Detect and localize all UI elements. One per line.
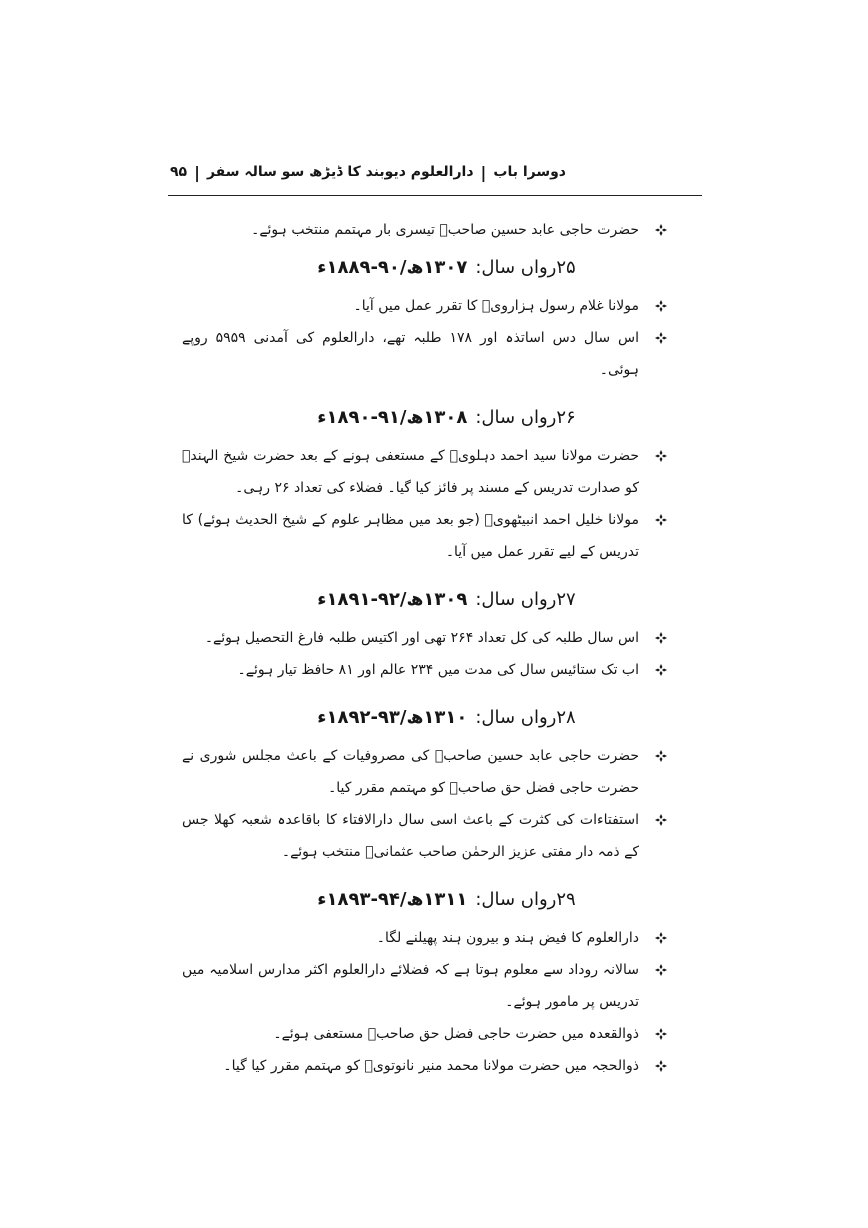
diamond-bullet-icon (647, 214, 675, 246)
year-label: ۲۵رواں سال: (475, 257, 576, 278)
list-item (182, 622, 675, 654)
year-section-29 (182, 882, 675, 1082)
year-dates: ۱۳۰۸ھ/۹۱-۱۸۹۰ء (317, 407, 468, 428)
year-dates: ۱۳۰۷ھ/۹۰-۱۸۸۹ء (317, 257, 468, 278)
page-number: ۹۵ (170, 164, 188, 180)
diamond-bullet-icon (647, 654, 675, 686)
list-item (182, 1050, 675, 1082)
year-label: ۲۸رواں سال: (475, 707, 576, 728)
diamond-bullet-icon (647, 954, 675, 986)
chapter-label: دوسرا باب (493, 164, 566, 180)
diamond-bullet-icon (647, 804, 675, 836)
year-label: ۲۶رواں سال: (475, 407, 576, 428)
item-text: استفتاءات کی کثرت کے باعث اسی سال دارالافتاء کا باقاعدہ شعبہ کھلا جس کے ذمہ دار مفتی عزیز الرحمٰن صاحب عثمانیؒ منتخب ہوئے۔ (182, 812, 639, 860)
year-dates: ۱۳۱۱ھ/۹۴-۱۸۹۳ء (317, 889, 468, 910)
year-dates: ۱۳۱۰ھ/۹۳-۱۸۹۲ء (317, 707, 468, 728)
item-text: سالانہ روداد سے معلوم ہوتا ہے کہ فضلائے دارالعلوم اکثر مدارس اسلامیہ میں تدریس پر مامور ہوئے۔ (182, 962, 639, 1010)
item-text: مولانا غلام رسول ہزارویؒ کا تقرر عمل میں آیا۔ (353, 298, 639, 314)
list-item (182, 740, 675, 804)
diamond-bullet-icon (647, 1018, 675, 1050)
item-text: حضرت حاجی عابد حسین صاحبؒ کی مصروفیات کے باعث مجلس شوری نے حضرت حاجی فضل حق صاحبؒ کو مہتمم مقرر کیا۔ (182, 748, 639, 796)
list-item (182, 322, 675, 386)
diamond-bullet-icon (647, 1050, 675, 1082)
item-text: حضرت مولانا سید احمد دہلویؒ کے مستعفی ہونے کے بعد حضرت شیخ الہندؒ کو صدارت تدریس کے مسند پر فائز کیا گیا۔ فضلاء کی تعداد ۲۶ رہی۔ (182, 448, 639, 496)
year-label: ۲۷رواں سال: (475, 589, 576, 610)
list-item (182, 504, 675, 568)
diamond-bullet-icon (647, 322, 675, 354)
item-text: دارالعلوم کا فیض ہند و بیرون ہند پھیلنے لگا۔ (376, 930, 639, 946)
item-text: اس سال طلبہ کی کل تعداد ۲۶۴ تھی اور اکتیس طلبہ فارغ التحصیل ہوئے۔ (204, 630, 639, 646)
list-item (182, 290, 675, 322)
list-item (182, 804, 675, 868)
book-title: دارالعلوم دیوبند کا ڈیڑھ سو سالہ سفر (206, 164, 474, 180)
year-section-27 (182, 582, 675, 686)
diamond-bullet-icon (647, 622, 675, 654)
diamond-bullet-icon (647, 922, 675, 954)
year-label: ۲۹رواں سال: (475, 889, 576, 910)
year-heading (218, 250, 675, 286)
header-rule (168, 195, 702, 196)
running-header (170, 158, 700, 186)
list-item (182, 214, 675, 246)
list-item (182, 922, 675, 954)
list-item (182, 954, 675, 1018)
year-section-26 (182, 400, 675, 568)
year-heading (218, 400, 675, 436)
year-heading (218, 700, 675, 736)
year-heading (218, 582, 675, 618)
list-item (182, 654, 675, 686)
diamond-bullet-icon (647, 740, 675, 772)
item-text: اب تک ستائیس سال کی مدت میں ۲۳۴ عالم اور ۸۱ حافظ تیار ہوئے۔ (237, 662, 639, 678)
year-heading (218, 882, 675, 918)
year-section-25 (182, 250, 675, 386)
item-text: اس سال دس اساتذہ اور ۱۷۸ طلبہ تھے، دارالعلوم کی آمدنی ۵۹۵۹ روپے ہوئی۔ (182, 330, 639, 378)
item-text: ذوالقعدہ میں حضرت حاجی فضل حق صاحبؒ مستعفی ہوئے۔ (273, 1026, 639, 1042)
list-item (182, 440, 675, 504)
diamond-bullet-icon (647, 440, 675, 472)
item-text: حضرت حاجی عابد حسین صاحبؒ تیسری بار مہتمم منتخب ہوئے۔ (251, 222, 639, 238)
header-separator: | (480, 162, 487, 182)
item-text: ذوالحجہ میں حضرت مولانا محمد منیر نانوتویؒ کو مہتمم مقرر کیا گیا۔ (223, 1058, 639, 1074)
year-dates: ۱۳۰۹ھ/۹۲-۱۸۹۱ء (317, 589, 468, 610)
diamond-bullet-icon (647, 504, 675, 536)
header-separator: | (194, 162, 200, 182)
item-text: مولانا خلیل احمد انبیٹھویؒ (جو بعد میں مظاہر علوم کے شیخ الحدیث ہوئے) کا تدریس کے لیے تقرر عمل میں آیا۔ (182, 512, 639, 560)
page-content (182, 214, 675, 1082)
year-section-28 (182, 700, 675, 868)
diamond-bullet-icon (647, 290, 675, 322)
list-item (182, 1018, 675, 1050)
